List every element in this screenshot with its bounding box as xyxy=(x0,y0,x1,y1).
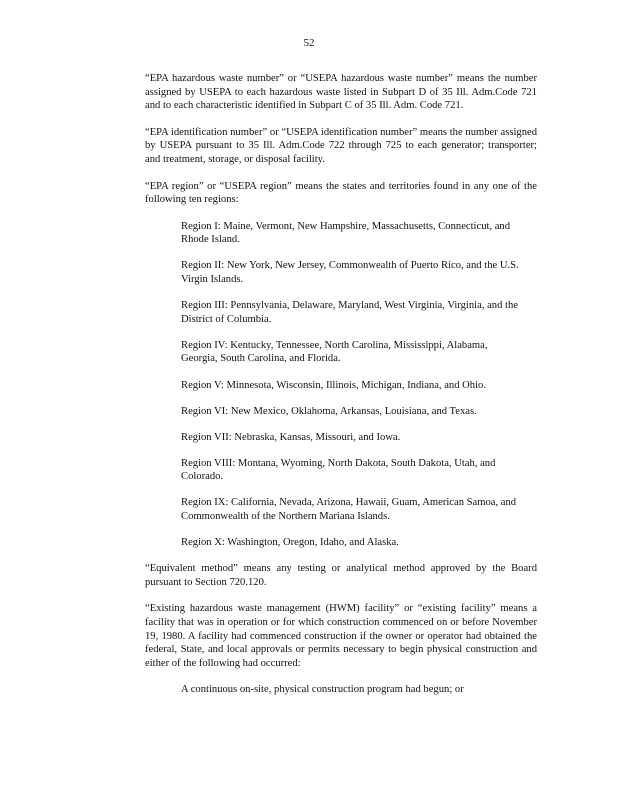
region-2: Region II: New York, New Jersey, Commonwealth of Puerto Rico, and the U.S. Virgin Islands. xyxy=(181,260,519,286)
region-10: Region X: Washington, Oregon, Idaho, and Alaska. xyxy=(181,537,399,549)
region-7: Region VII: Nebraska, Kansas, Missouri, and Iowa. xyxy=(181,431,401,443)
region-5: Region V: Minnesota, Wisconsin, Illinois, Michigan, Indiana, and Ohio. xyxy=(181,379,486,391)
region-9: Region IX: California, Nevada, Arizona, Hawaii, Guam, American Samoa, and Commonwealth of the Northern Mariana Islands. xyxy=(181,497,517,523)
definition-equivalent-method: “Equivalent method” means any testing or analytical method approved by the Board pursuant to Section 720.120. xyxy=(145,563,537,588)
region-8: Region VIII: Montana, Wyoming, North Dakota, South Dakota, Utah, and Colorado. xyxy=(181,457,496,483)
document-body xyxy=(145,72,537,710)
continuous-program-clause: A continuous on-site, physical construction program had begun; or xyxy=(181,684,464,696)
region-4: Region IV: Kentucky, Tennessee, North Carolina, Mississippi, Alabama, Georgia, South Carolina, and Florida. xyxy=(181,339,488,365)
region-1: Region I: Maine, Vermont, New Hampshire, Massachusetts, Connecticut, and Rhode Island. xyxy=(181,220,511,246)
definition-existing-facility: “Existing hazardous waste management (HWM) facility” or “existing facility” means a facility that was in operation or for which construction commenced on or before November 19, 1980. A facility had commenced construction if the owner or operator had obtained the federal, State, and local approvals or permits necessary to begin physical construction and either of the following had occurred: xyxy=(145,603,537,669)
definition-epa-hazardous-waste-number: “EPA hazardous waste number” or “USEPA hazardous waste number” means the number assigned by USEPA to each hazardous waste listed in Subpart D of 35 Ill. Adm.Code 721 and to each characteristic identified in Subpart C of 35 Ill. Adm. Code 721. xyxy=(145,73,537,112)
region-3: Region III: Pennsylvania, Delaware, Maryland, West Virginia, Virginia, and the District of Columbia. xyxy=(181,300,518,325)
definition-epa-region: “EPA region” or “USEPA region” means the states and territories found in any one of the following ten regions: xyxy=(145,180,537,206)
definition-epa-identification-number: “EPA identification number” or “USEPA identification number” means the number assigned by USEPA pursuant to 35 Ill. Adm.Code 722 through 725 to each generator; transporter; and treatment, storage, or disposal facility. xyxy=(145,126,537,165)
region-6: Region VI: New Mexico, Oklahoma, Arkansas, Louisiana, and Texas. xyxy=(181,405,477,417)
page-number: 52 xyxy=(303,37,315,49)
